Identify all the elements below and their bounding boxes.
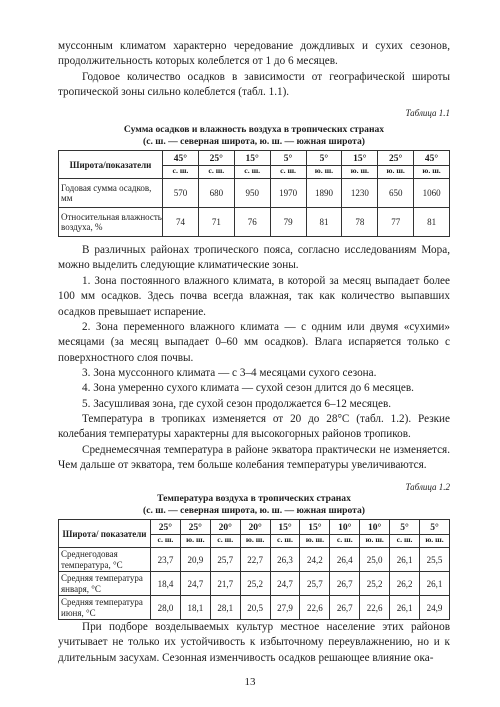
table-2-subtitle: (с. ш. — северная широта, ю. ш. — южная широта) [143,505,365,516]
hemisphere-label: ю. ш. [181,534,210,544]
paragraph-5: 2. Зона переменного влажного климата — с одним или двумя «сухими» месяцами (за месяц выпадает 0–60 мм осадков). Влага испаряется только с поверхностного слоя почвы. [58,321,450,364]
latitude-column-header [210,520,240,548]
latitude-column-header [180,520,210,548]
hemisphere-label: с. ш. [330,534,359,544]
table-cell: 26,7 [330,572,360,596]
latitude-value: 25° [389,154,403,164]
table-cell: 18,4 [151,572,181,596]
table-cell: 24,9 [420,596,450,620]
latitude-column-header [234,151,270,179]
paragraph-7: 4. Зона умеренно сухого климата — сухой сезон длится до 6 месяцев. [82,382,414,394]
table-2-label: Таблица 1.2 [405,482,450,492]
table-1-label: Таблица 1.1 [405,108,450,118]
latitude-column-header [270,520,300,548]
hemisphere-label: ю. ш. [241,534,270,544]
latitude-column-header [198,151,234,179]
table-cell: 950 [234,179,270,208]
table-cell: 22,6 [360,596,390,620]
paragraph-10: Среднемесячная температура в районе экватора практически не изменяется. Чем дальше от экватора, тем больше колебания температуры увеличиваются. [58,444,450,472]
hemisphere-label: ю. ш. [360,534,389,544]
hemisphere-label: с. ш. [211,534,240,544]
table-cell: 79 [270,208,306,237]
latitude-column-header [151,520,181,548]
latitude-value: 25° [188,523,202,533]
paragraph-2: Годовое количество осадков в зависимости от географической широты тропической зоны сильно колеблется (табл. 1.1). [58,71,450,99]
latitude-value: 25° [158,523,173,533]
table-cell: 26,4 [330,548,360,572]
latitude-value: 15° [353,154,367,164]
table-cell: 26,7 [330,596,360,620]
table-cell: 23,7 [151,548,181,572]
table-cell: 1230 [342,179,378,208]
paragraph-6: 3. Зона муссонного климата — с 3–4 месяцами сухого сезона. [82,367,377,379]
table-cell: 26,1 [390,548,420,572]
table-cell: 650 [378,179,414,208]
table-row [59,596,450,620]
table-cell: 25,2 [240,572,270,596]
table-cell: 25,5 [420,548,450,572]
table-cell: 22,6 [300,596,330,620]
table-cell: 24,7 [270,572,300,596]
table-row [59,572,450,596]
table-cell: 1970 [270,179,306,208]
table-corner-header: Широта/ показатели [59,520,151,548]
table-cell: 81 [414,208,450,237]
latitude-value: 25° [209,154,223,164]
latitude-value: 20° [248,523,262,533]
hemisphere-label: ю. ш. [300,534,329,544]
latitude-value: 10° [368,523,382,533]
hemisphere-label: ю. ш. [414,165,449,175]
latitude-value: 45° [173,154,188,164]
table-cell: 21,7 [210,572,240,596]
table-1-subtitle: (с. ш. — северная широта, ю. ш. — южная широта) [143,136,365,147]
latitude-value: 15° [308,523,322,533]
precipitation-table [58,150,450,237]
table-cell: 78 [342,208,378,237]
latitude-value: 45° [424,154,439,164]
table-cell: 27,9 [270,596,300,620]
latitude-value: 5° [400,523,409,533]
table-cell: 20,9 [180,548,210,572]
row-label: Среднегодовая температура, °С [59,548,151,572]
table-cell: 24,7 [180,572,210,596]
table-cell: 25,7 [300,572,330,596]
paragraph-4: 1. Зона постоянного влажного климата, в которой за месяц выпадает более 100 мм осадков. Здесь почва всегда влажная, так как количество выпавших осадков превышает испарение. [58,275,450,318]
latitude-value: 15° [278,523,292,533]
hemisphere-label: ю. ш. [307,165,342,175]
paragraph-3: В различных районах тропического пояса, согласно исследованиям Мора, можно выделить следующие климатические зоны. [58,244,450,272]
latitude-value: 5° [319,154,329,164]
table-cell: 74 [163,208,199,237]
table-cell: 26,2 [390,572,420,596]
latitude-value: 15° [245,154,259,164]
table-2-title: Температура воздуха в тропических странах [157,493,351,504]
table-cell: 28,1 [210,596,240,620]
hemisphere-label: с. ш. [390,534,419,544]
table-cell: 77 [378,208,414,237]
latitude-value: 10° [338,523,352,533]
table-cell: 26,3 [270,548,300,572]
table-cell: 25,2 [360,572,390,596]
latitude-column-header [240,520,270,548]
paragraph-11: При подборе возделываемых культур местное население этих районов учитывает не только их устойчивость к избыточному переувлажнению, но и к длительным засухам. Сезонная изменчивость осадков решающее влияние ока- [58,621,450,664]
hemisphere-label: ю. ш. [420,534,449,544]
row-label: Относительная влажность воздуха, % [59,208,163,237]
table-cell: 22,7 [240,548,270,572]
table-cell: 26,1 [390,596,420,620]
hemisphere-label: с. ш. [151,534,180,544]
row-label: Средняя температура июня, °С [59,596,151,620]
hemisphere-label: с. ш. [163,165,198,175]
table-cell: 1890 [306,179,342,208]
hemisphere-label: ю. ш. [378,165,413,175]
table-cell: 76 [234,208,270,237]
paragraph-9: Температура в тропиках изменяется от 20 до 28°С (табл. 1.2). Резкие колебания температуры характерны для высокогорных районов тропиков. [58,413,450,441]
latitude-column-header [270,151,306,179]
table-cell: 26,1 [420,572,450,596]
table-cell: 20,5 [240,596,270,620]
hemisphere-label: с. ш. [271,165,306,175]
latitude-column-header [300,520,330,548]
page-number: 13 [244,676,256,688]
table-row [59,208,450,237]
latitude-value: 20° [218,523,232,533]
latitude-column-header [342,151,378,179]
table-cell: 81 [306,208,342,237]
table-cell: 28,0 [151,596,181,620]
table-cell: 24,2 [300,548,330,572]
table-cell: 25,0 [360,548,390,572]
table-cell: 71 [198,208,234,237]
latitude-column-header [163,151,199,179]
paragraph-1: муссонным климатом характерно чередование дождливых и сухих сезонов, продолжительность которых колеблется от 1 до 6 месяцев. [58,40,450,68]
hemisphere-label: с. ш. [235,165,270,175]
table-cell: 18,1 [180,596,210,620]
row-label: Годовая сумма осадков, мм [59,179,163,208]
table-row [59,179,450,208]
hemisphere-label: с. ш. [199,165,234,175]
temperature-table [58,519,450,620]
hemisphere-label: с. ш. [271,534,300,544]
table-cell: 570 [163,179,199,208]
latitude-column-header [330,520,360,548]
row-label: Средняя температура января, °С [59,572,151,596]
table-cell: 1060 [414,179,450,208]
latitude-column-header [390,520,420,548]
table-row [59,548,450,572]
table-1-title: Сумма осадков и влажность воздуха в тропических странах [123,124,385,135]
hemisphere-label: ю. ш. [342,165,377,175]
latitude-value: 5° [430,523,439,533]
table-cell: 680 [198,179,234,208]
paragraph-8: 5. Засушливая зона, где сухой сезон продолжается 6–12 месяцев. [82,398,392,410]
latitude-column-header [414,151,450,179]
latitude-column-header [420,520,450,548]
latitude-column-header [378,151,414,179]
table-cell: 25,7 [210,548,240,572]
latitude-column-header [306,151,342,179]
latitude-column-header [360,520,390,548]
table-corner-header: Широта/показатели [59,151,163,179]
latitude-value: 5° [283,154,293,164]
